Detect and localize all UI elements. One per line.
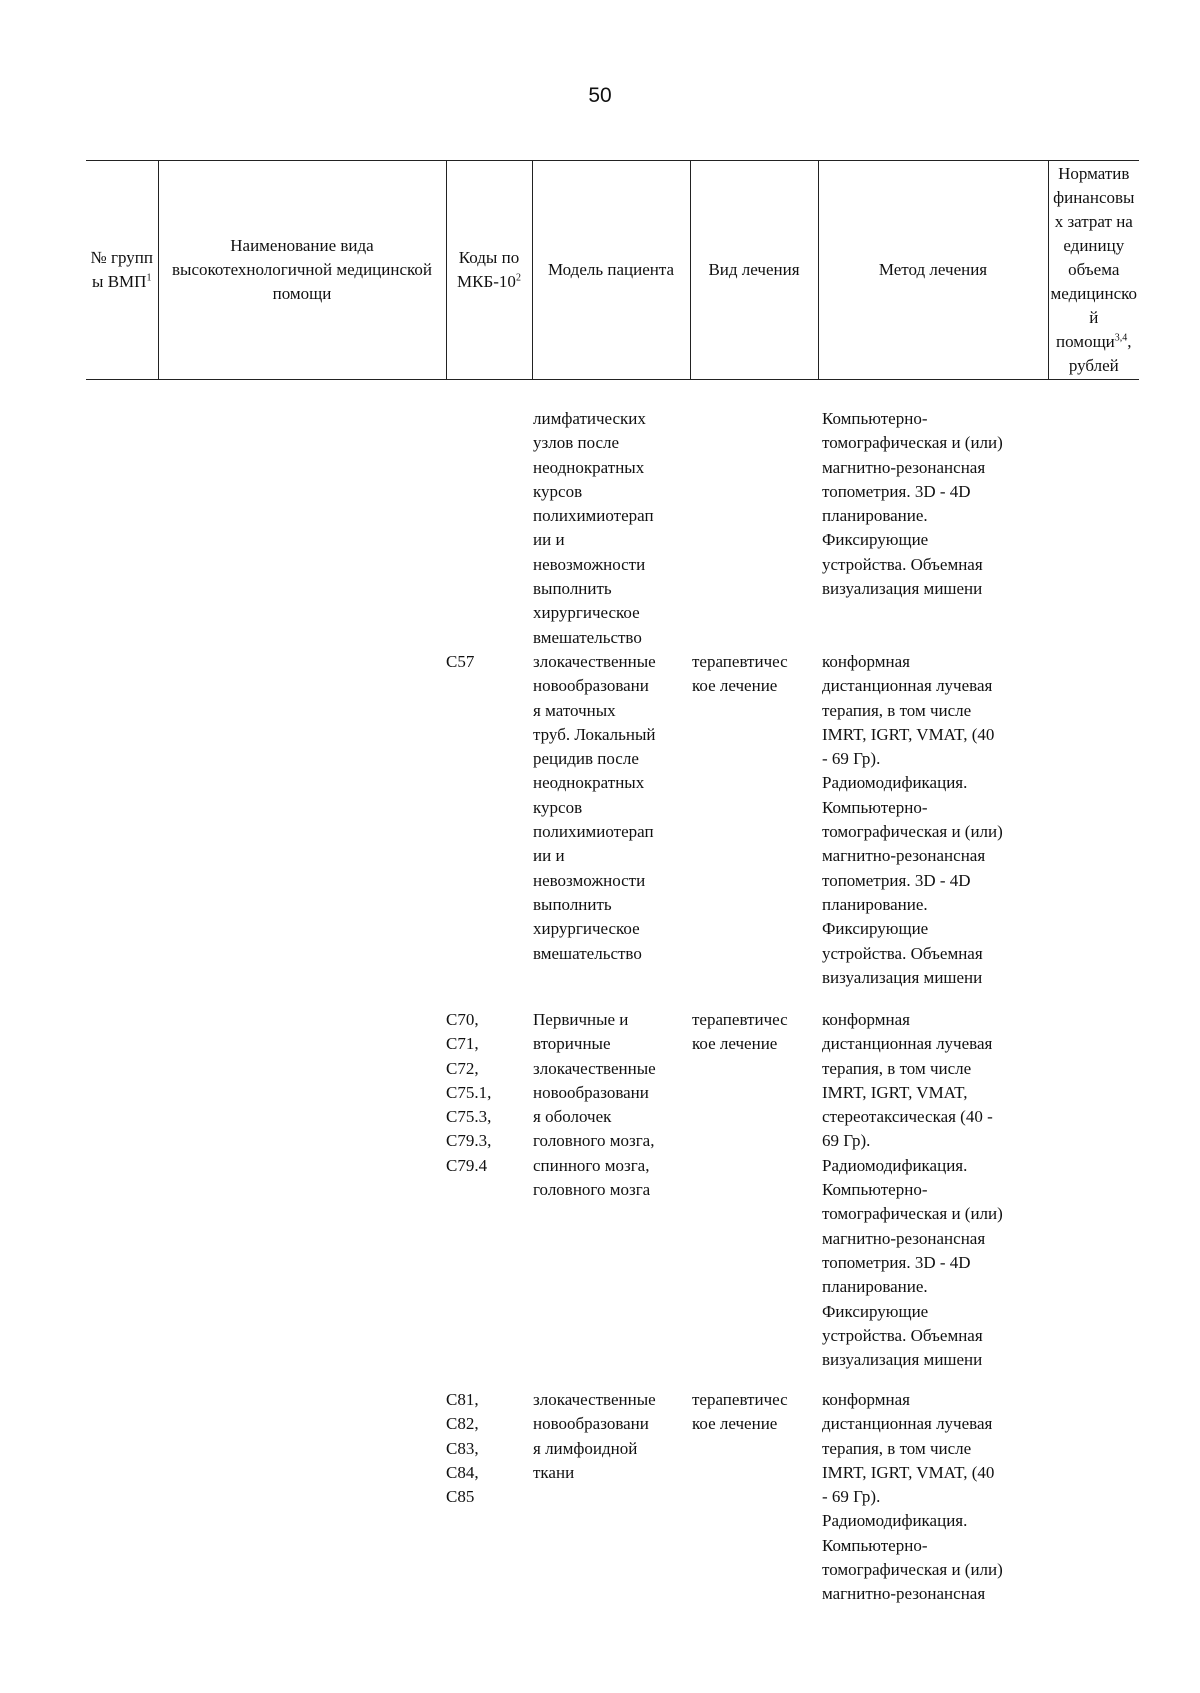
header-group-no-text: № групп ы ВМП (90, 248, 153, 291)
header-group-no-sup: 1 (146, 272, 152, 284)
table-header (86, 160, 1139, 380)
patient-model-cell: злокачественные новообразовани я лимфоидной ткани (533, 1390, 656, 1482)
header-model: Модель пациента (532, 161, 690, 380)
header-method: Метод лечения (818, 161, 1048, 380)
header-norm-text: Норматив финансовы х затрат на единицу объема медицинско й помощи (1050, 164, 1138, 351)
header-treatment-type: Вид лечения (690, 161, 818, 380)
header-norm-tail: , рублей (1068, 332, 1132, 375)
header-codes-text: Коды по МКБ-10 (457, 248, 520, 291)
codes-cell: C57 (446, 652, 475, 671)
treatment-type-cell: терапевтичес кое лечение (692, 652, 788, 696)
header-norm-sup: 3,4 (1114, 332, 1128, 344)
treatment-type-cell: терапевтичес кое лечение (692, 1390, 788, 1434)
header-codes (446, 161, 532, 380)
patient-model-cell: лимфатических узлов после неоднократных курсов полихимиотерап ии и невозможности выполнить хирургическое вмешательство (533, 409, 654, 647)
header-codes-sup: 2 (515, 272, 521, 284)
patient-model-cell: злокачественные новообразовани я маточных труб. Локальный рецидив после неоднократных курсов полихимиотерап ии и невозможности выполнить хирургическое вмешательство (533, 652, 656, 963)
patient-model-cell: Первичные и вторичные злокачественные новообразовани я оболочек головного мозга, спинного мозга, головного мозга (533, 1010, 656, 1200)
codes-cell: C81, C82, C83, C84, C85 (446, 1390, 479, 1507)
treatment-method-cell: конформная дистанционная лучевая терапия, в том числе IMRT, IGRT, VMAT, (40 - 69 Гр). Радиомодификация. Компьютерно- томографическая и (или) магнитно-резонансная (822, 1390, 1003, 1604)
treatment-method-cell: конформная дистанционная лучевая терапия, в том числе IMRT, IGRT, VMAT, (40 - 69 Гр). Радиомодификация. Компьютерно- томографическая и (или) магнитно-резонансная топометрия. 3D - 4D планирование. Фиксирующие устройства. Объемная визуализация мишени (822, 652, 1003, 987)
header-norm (1048, 161, 1139, 380)
treatment-method-cell: Компьютерно- томографическая и (или) магнитно-резонансная топометрия. 3D - 4D планирование. Фиксирующие устройства. Объемная визуализация мишени (822, 409, 1003, 599)
treatment-type-cell: терапевтичес кое лечение (692, 1010, 788, 1054)
header-name: Наименование вида высокотехнологичной медицинской помощи (158, 161, 446, 380)
codes-cell: C70, C71, C72, C75.1, C75.3, C79.3, C79.4 (446, 1010, 492, 1175)
treatment-method-cell: конформная дистанционная лучевая терапия, в том числе IMRT, IGRT, VMAT, стереотаксическая (40 - 69 Гр). Радиомодификация. Компьютерно- томографическая и (или) магнитно-резонансная топометрия. 3D - 4D планирование. Фиксирующие устройства. Объемная визуализация мишени (822, 1010, 1003, 1370)
header-group-no (86, 161, 158, 380)
page-number: 50 (588, 84, 612, 107)
